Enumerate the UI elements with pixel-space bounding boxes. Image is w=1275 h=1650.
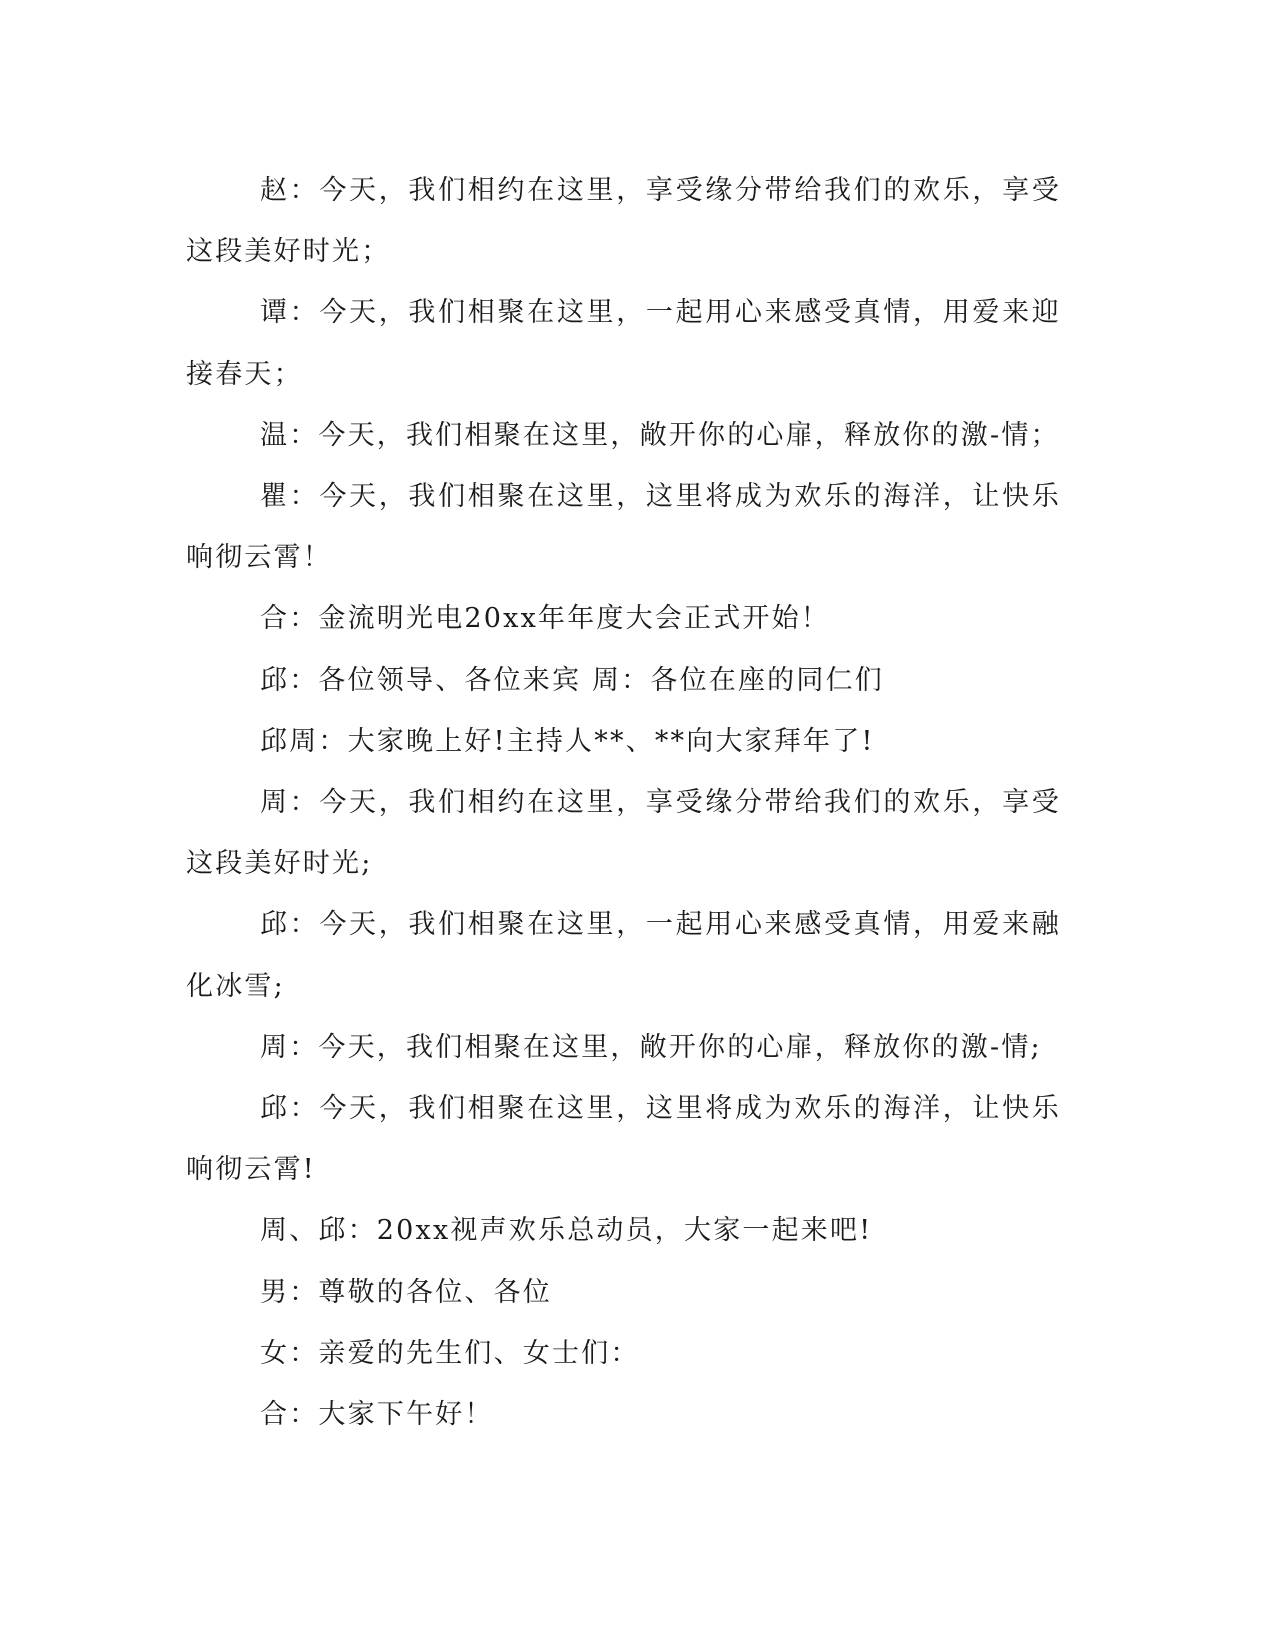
paragraph-wen-intro: 温：今天，我们相聚在这里，敞开你的心扉，释放你的激-情； bbox=[260, 419, 1060, 451]
paragraph-qu-intro: 瞿：今天，我们相聚在这里，这里将成为欢乐的海洋，让快乐响彻云霄！ bbox=[186, 481, 1061, 574]
paragraph-tan-intro: 谭：今天，我们相聚在这里，一起用心来感受真情，用爱来迎接春天； bbox=[186, 297, 1061, 390]
paragraph-female-greeting: 女：亲爱的先生们、女士们： bbox=[260, 1337, 640, 1369]
paragraph-qiu-second: 邱：今天，我们相聚在这里，这里将成为欢乐的海洋，让快乐响彻云霄! bbox=[186, 1093, 1061, 1186]
paragraph-male-greeting: 男：尊敬的各位、各位 bbox=[260, 1276, 552, 1308]
paragraph-qiuzhou-greeting: 邱周：大家晚上好!主持人**、**向大家拜年了! bbox=[260, 725, 875, 757]
document-body bbox=[186, 160, 1061, 1445]
paragraph-together-opening: 合：金流明光电20xx年年度大会正式开始！ bbox=[260, 603, 831, 635]
paragraph-together-greeting: 合：大家下午好！ bbox=[260, 1399, 494, 1431]
paragraph-qiu-intro: 邱：今天，我们相聚在这里，一起用心来感受真情，用爱来融化冰雪; bbox=[186, 909, 1061, 1002]
paragraph-qiu-greeting: 邱：各位领导、各位来宾 周：各位在座的同仁们 bbox=[260, 664, 884, 696]
paragraph-zhou-second: 周：今天，我们相聚在这里，敞开你的心扉，释放你的激-情; bbox=[260, 1031, 1042, 1063]
paragraph-zhouqiu-together: 周、邱：20xx视声欢乐总动员，大家一起来吧! bbox=[260, 1215, 873, 1247]
paragraph-zhao-intro: 赵：今天，我们相约在这里，享受缘分带给我们的欢乐，享受这段美好时光； bbox=[186, 175, 1061, 268]
paragraph-zhou-intro: 周：今天，我们相约在这里，享受缘分带给我们的欢乐，享受这段美好时光; bbox=[186, 787, 1061, 880]
